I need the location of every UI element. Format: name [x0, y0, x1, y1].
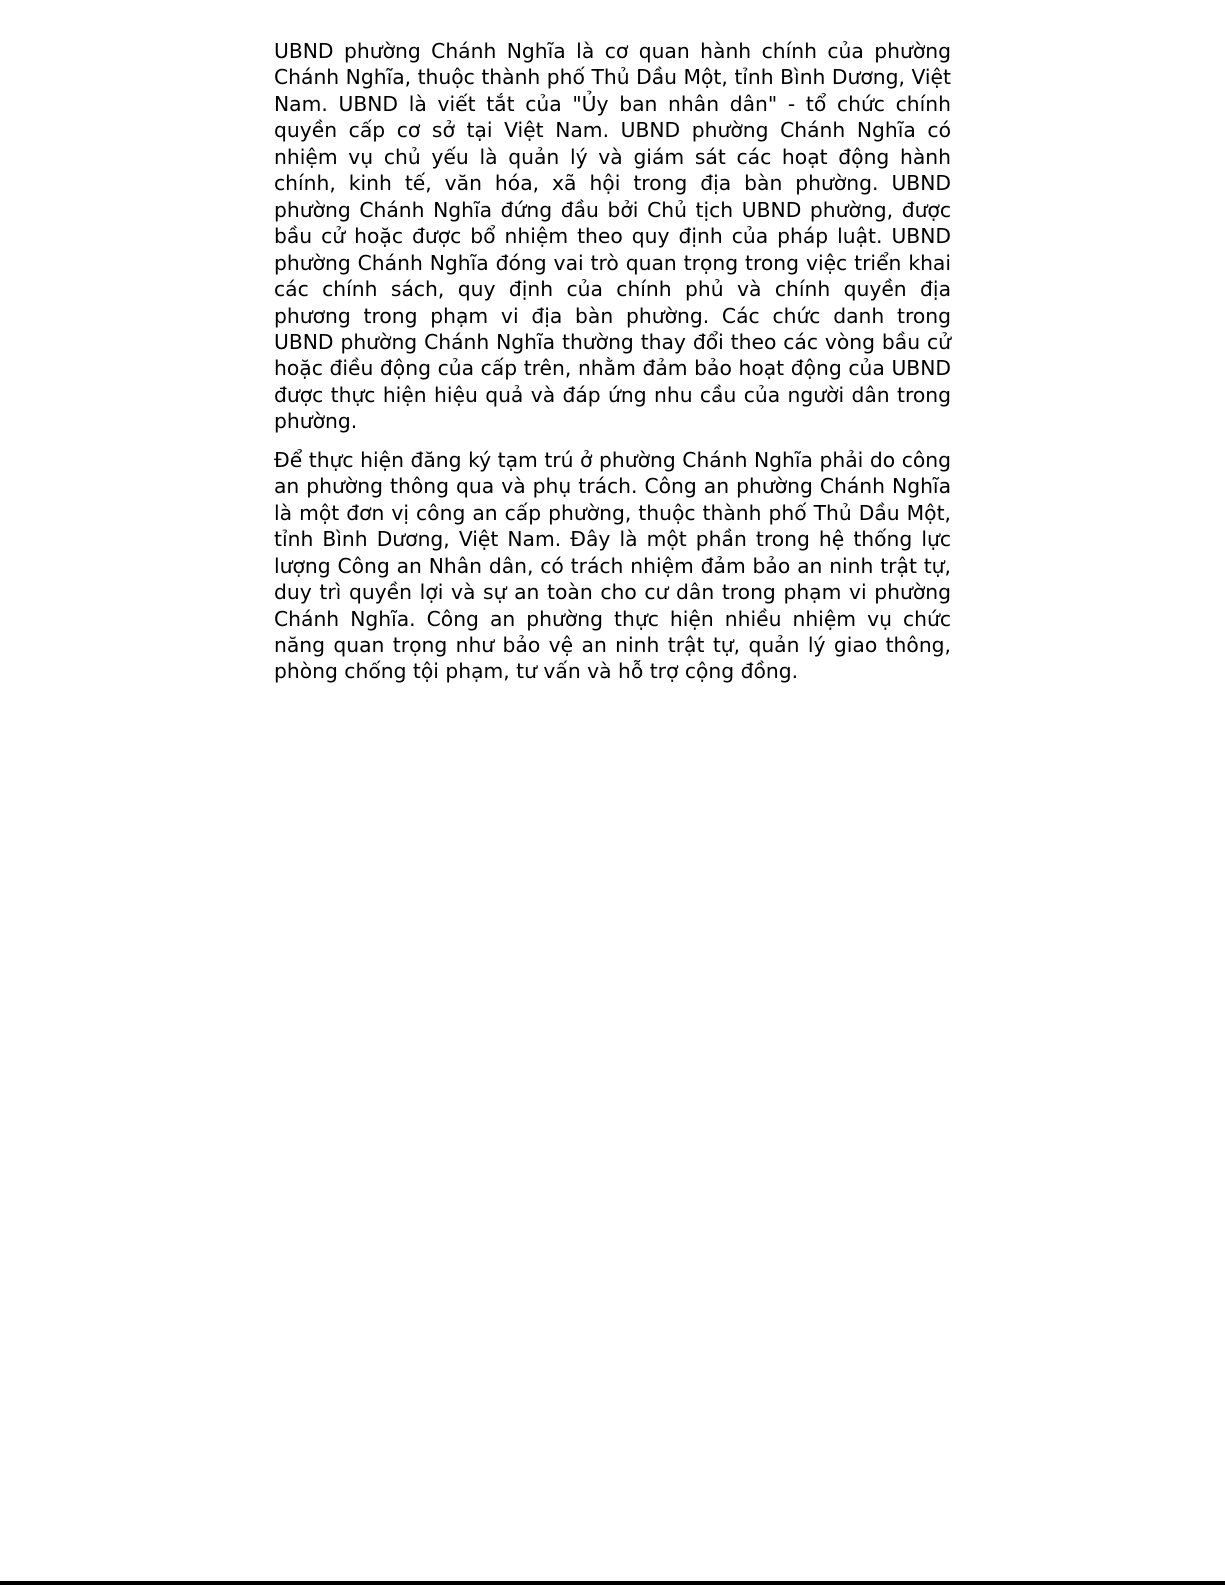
page-bottom-border: [0, 1581, 1225, 1585]
paragraph-ubnd: UBND phường Chánh Nghĩa là cơ quan hành chính của phường Chánh Nghĩa, thuộc thành phố Thủ Dầu Một, tỉnh Bình Dương, Việt Nam. UBND là viết tắt của "Ủy ban nhân dân" - tổ chức chính quyền cấp cơ sở tại Việt Nam. UBND phường Chánh Nghĩa có nhiệm vụ chủ yếu là quản lý và giám sát các hoạt động hành chính, kinh tế, văn hóa, xã hội trong địa bàn phường. UBND phường Chánh Nghĩa đứng đầu bởi Chủ tịch UBND phường, được bầu cử hoặc được bổ nhiệm theo quy định của pháp luật. UBND phường Chánh Nghĩa đóng vai trò quan trọng trong việc triển khai các chính sách, quy định của chính phủ và chính quyền địa phương trong phạm vi địa bàn phường. Các chức danh trong UBND phường Chánh Nghĩa thường thay đổi theo các vòng bầu cử hoặc điều động của cấp trên, nhằm đảm bảo hoạt động của UBND được thực hiện hiệu quả và đáp ứng nhu cầu của người dân trong phường.: [274, 39, 951, 434]
document-body: [274, 38, 951, 697]
paragraph-cong-an: Để thực hiện đăng ký tạm trú ở phường Chánh Nghĩa phải do công an phường thông qua và phụ trách. Công an phường Chánh Nghĩa là một đơn vị công an cấp phường, thuộc thành phố Thủ Dầu Một, tỉnh Bình Dương, Việt Nam. Đây là một phần trong hệ thống lực lượng Công an Nhân dân, có trách nhiệm đảm bảo an ninh trật tự, duy trì quyền lợi và sự an toàn cho cư dân trong phạm vi phường Chánh Nghĩa. Công an phường thực hiện nhiều nhiệm vụ chức năng quan trọng như bảo vệ an ninh trật tự, quản lý giao thông, phòng chống tội phạm, tư vấn và hỗ trợ cộng đồng.: [274, 447, 951, 684]
